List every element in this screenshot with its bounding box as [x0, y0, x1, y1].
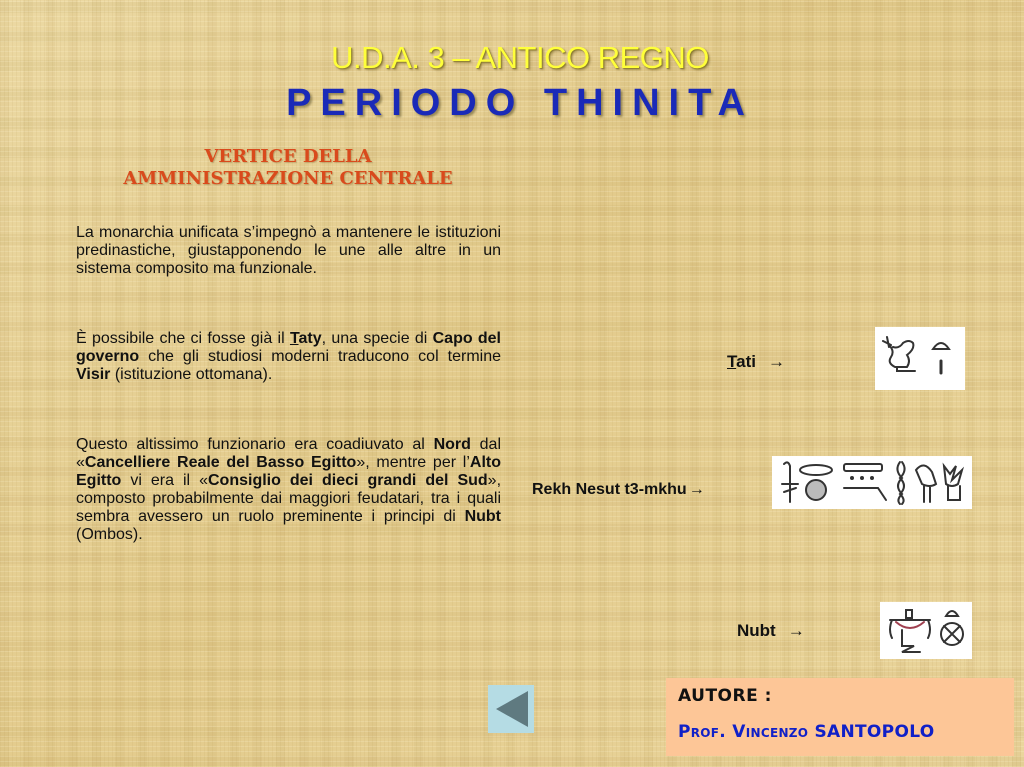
paragraph-taty — [76, 330, 501, 384]
section-heading — [76, 146, 500, 190]
emphasis-text: aty — [298, 330, 322, 347]
glossary-term-nubt — [737, 621, 805, 641]
triangle-left-icon — [488, 685, 534, 733]
glossary-term-tati — [727, 352, 785, 372]
term-rest: ati — [736, 352, 756, 371]
emphasis-text: Capo del governo — [76, 330, 502, 365]
emphasis-text: Visir — [76, 366, 111, 383]
slide-subtitle: PERIODO THINITA — [286, 82, 754, 124]
arrow-right-icon: → — [688, 481, 705, 498]
emphasis-text: Nord — [433, 436, 471, 453]
emphasis-text: T — [289, 330, 299, 347]
emphasis-text: Consiglio dei dieci grandi del Sud — [208, 472, 488, 489]
slide-title: U.D.A. 3 – ANTICO REGNO — [331, 40, 709, 75]
body-text: La monarchia unificata s’impegnò a mantenere le istituzioni predinastiche, giustapponendo le une alle altre in un sistema composito ma funzionale. — [76, 224, 501, 277]
section-heading-line-1: VERTICE DELLA — [204, 146, 372, 167]
paragraph-funzionario — [76, 436, 501, 544]
nubt-hieroglyph-icon — [880, 602, 972, 659]
term-initial: T — [727, 352, 737, 371]
term-rest: Nubt — [737, 621, 776, 640]
paragraph-monarchia — [76, 224, 501, 278]
body-text: », composto probabilmente dai maggiori feudatari, tra i quali sembra avessero un ruolo preminente i principi di — [76, 472, 502, 525]
tati-hieroglyph-icon — [875, 327, 965, 390]
section-heading-line-2: AMMINISTRAZIONE CENTRALE — [123, 168, 453, 189]
body-text: vi era il « — [121, 472, 208, 489]
author-name: Prof. Vincenzo SANTOPOLO — [678, 722, 935, 742]
term-rest: Rekh Nesut t3-mkhu — [532, 481, 687, 498]
body-text: », mentre per l’ — [356, 454, 470, 471]
emphasis-text: Nubt — [464, 508, 501, 525]
emphasis-text: Cancelliere Reale del Basso Egitto — [84, 454, 357, 471]
emphasis-text: Alto Egitto — [76, 454, 501, 489]
arrow-right-icon: → — [767, 352, 785, 371]
body-text: (Ombos). — [76, 526, 143, 543]
body-text: (istituzione ottomana). — [110, 366, 273, 383]
body-text: che gli studiosi moderni traducono col termine — [139, 348, 501, 365]
body-text: Questo altissimo funzionario era coadiuvato al — [76, 436, 434, 453]
arrow-right-icon: → — [787, 621, 805, 640]
rekh-nesut-hieroglyph-icon — [772, 456, 972, 509]
author-box — [666, 678, 1014, 756]
body-text: dal « — [76, 436, 502, 471]
body-text: , una specie di — [321, 330, 433, 347]
body-text: È possibile che ci fosse già il — [76, 330, 290, 347]
glossary-term-rekh-nesut — [532, 481, 705, 499]
back-button[interactable] — [488, 685, 534, 733]
author-label: AUTORE : — [678, 686, 772, 706]
